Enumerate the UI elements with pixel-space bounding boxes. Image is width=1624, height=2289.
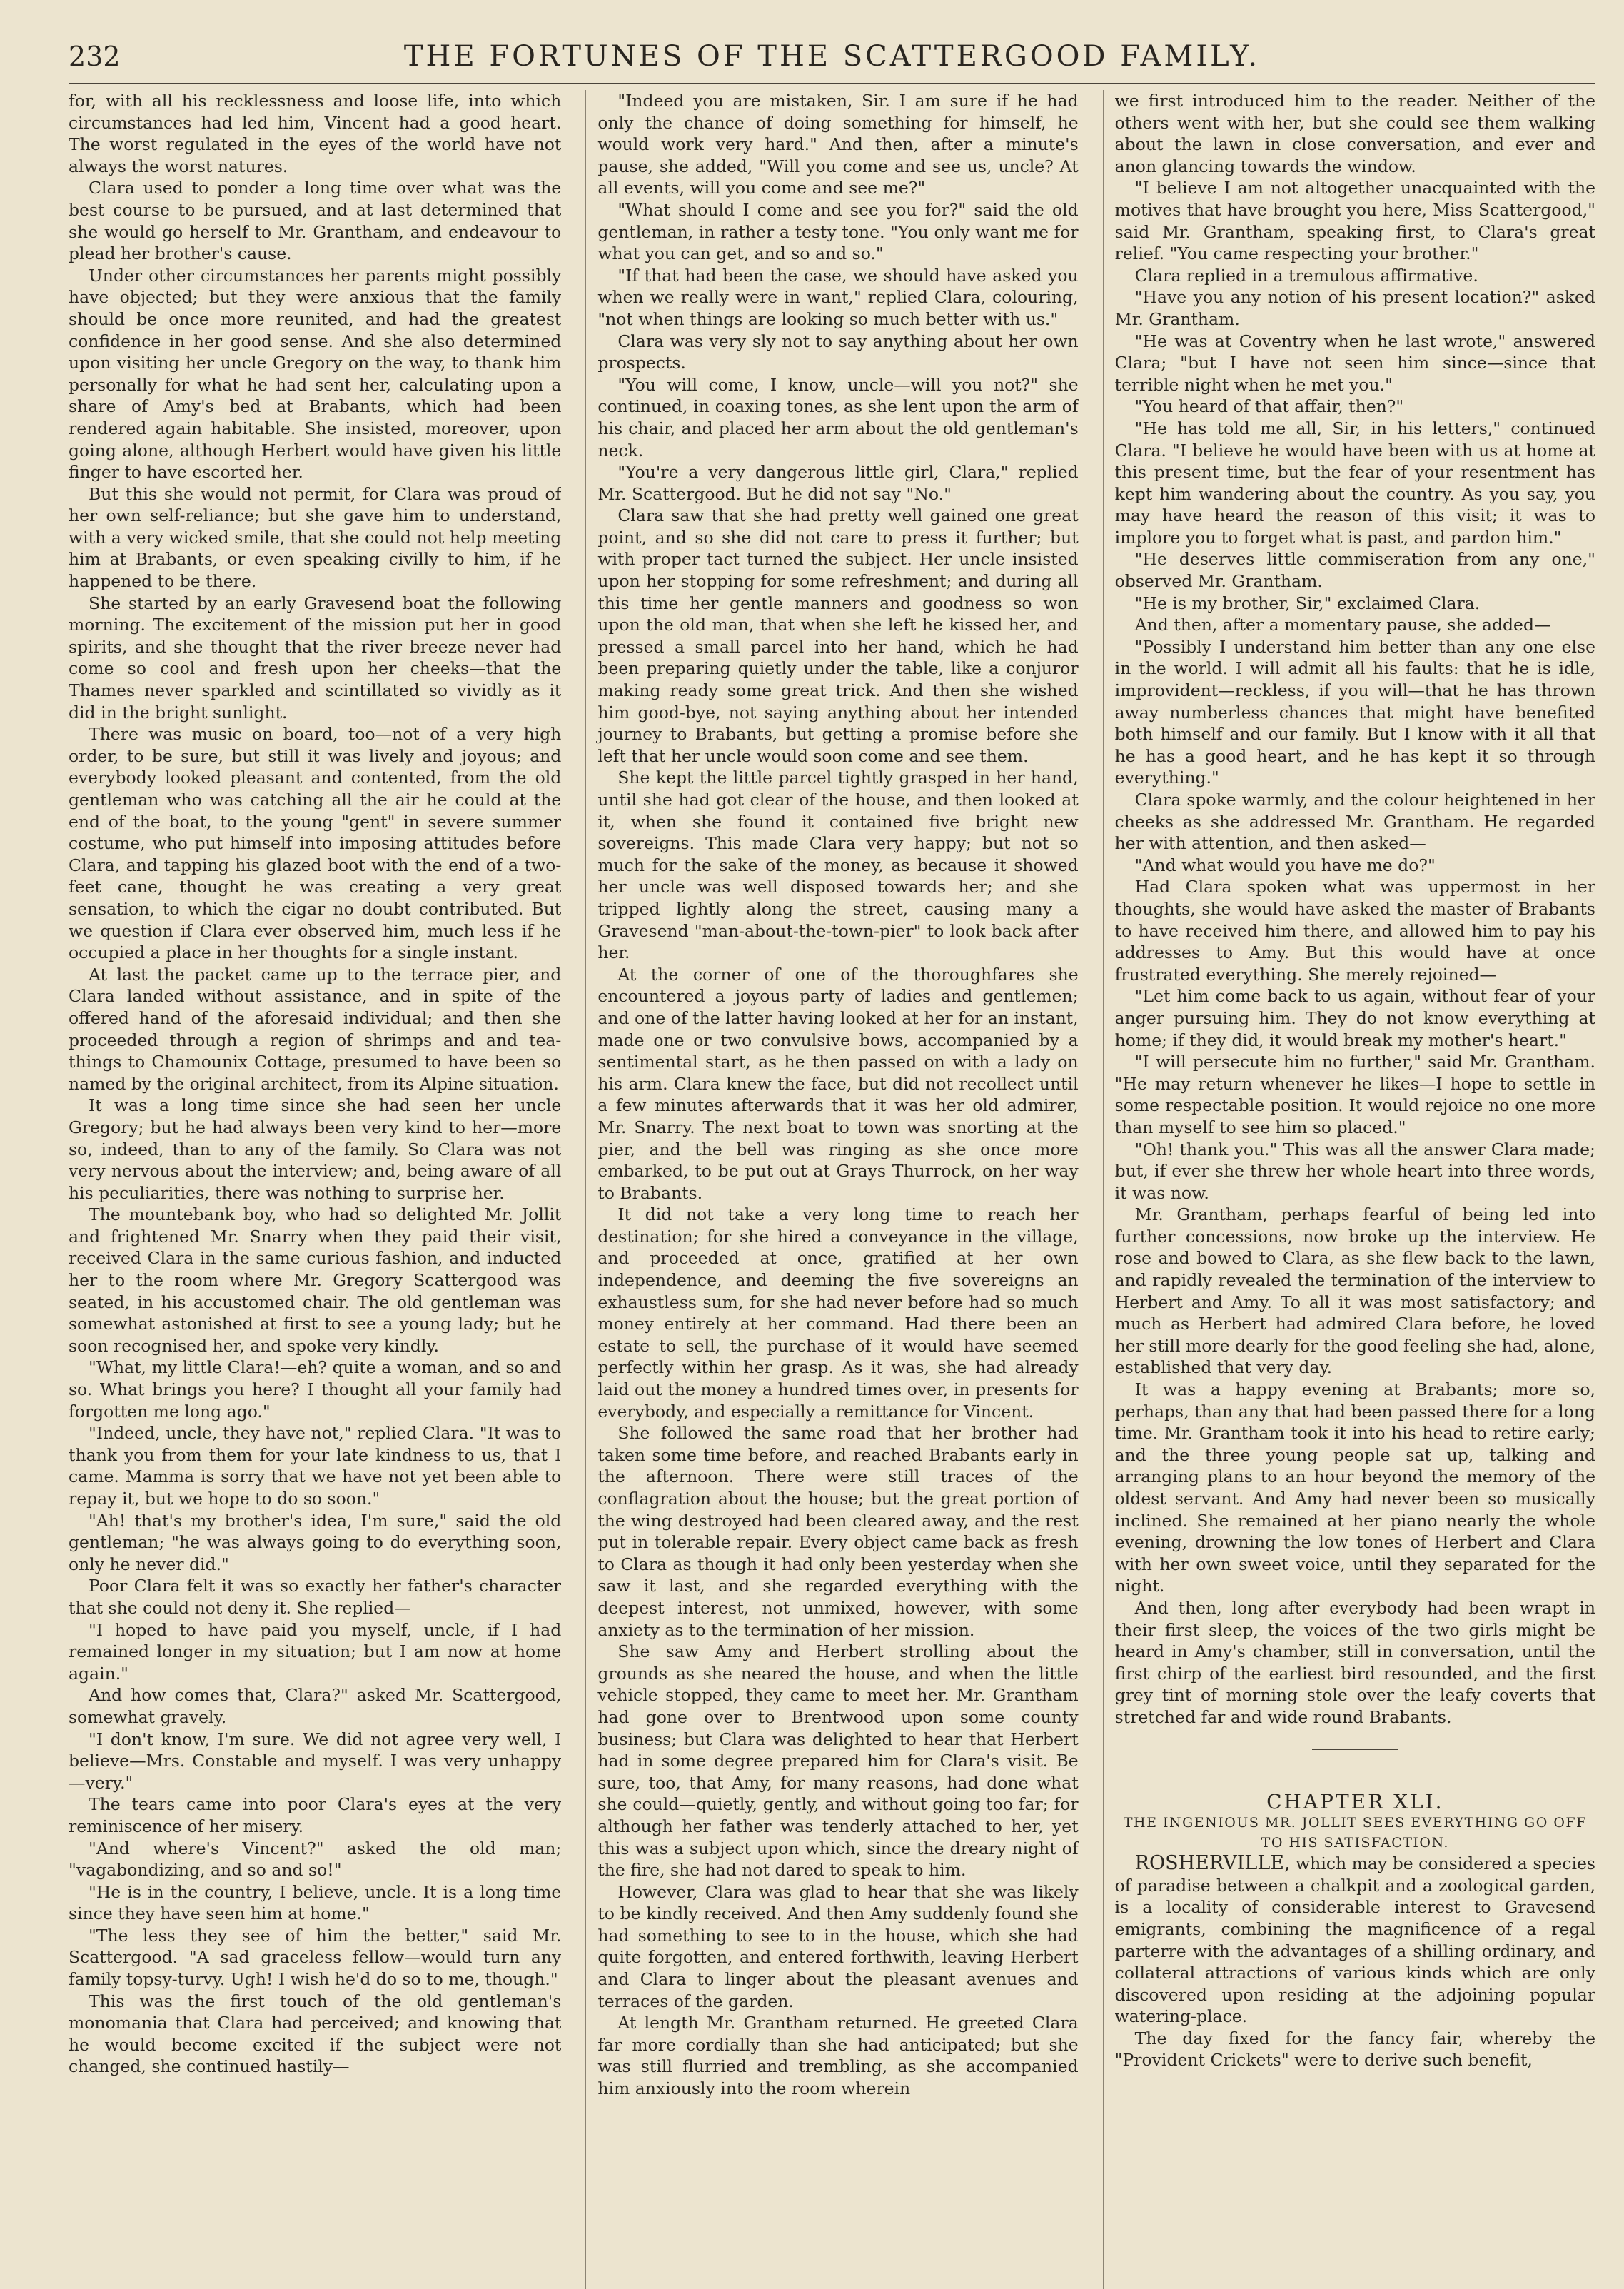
paragraph: we first introduced him to the reader. Neither of the others went with her, but she could see them walking about the lawn in close conversation, and ever and anon glancing towards the window. — [1114, 91, 1595, 176]
paragraph: Clara saw that she had pretty well gained one great point, and so she did not care to press it further; but with proper tact turned the subject. Her uncle insisted upon her stopping for some refreshment; and during all this time her gentle manners and goodness so won upon the old man, that when she left he kissed her, and pressed a small parcel into her hand, which he had been preparing quietly under the table, like a conjuror making ready some great trick. And then she wished him good-bye, not saying anything about her intended journey to Brabants, but getting a promise before she left that her uncle would soon come and see them. — [597, 505, 1079, 766]
paragraph: "And what would you have me do?" — [1134, 855, 1436, 875]
paragraph: "You heard of that affair, then?" — [1134, 396, 1404, 417]
paragraph: "I hoped to have paid you myself, uncle, if I had remained longer in my situation; but I am now at home again." — [69, 1619, 562, 1684]
paragraph: Poor Clara felt it was so exactly her father's character that she could not deny it. She replied— — [69, 1576, 562, 1618]
text-columns — [69, 90, 1595, 2289]
chapter-subtitle: THE INGENIOUS MR. JOLLIT SEES EVERYTHING GO OFF TO HIS SATISFACTION. — [1123, 1815, 1587, 1851]
paragraph: "He is in the country, I believe, uncle. It is a long time since they have seen him at home." — [69, 1881, 562, 1924]
paragraph: "He was at Coventry when he last wrote," answered Clara; "but I have not seen him since—since that terrible night when he met you." — [1114, 331, 1595, 395]
column-3-body — [1115, 90, 1595, 1729]
paragraph: for, with all his recklessness and loose life, into which circumstances had led him, Vincent had a good heart. The worst regulated in the eyes of the world have not always the worst natures. — [69, 91, 562, 176]
paragraph: "Have you any notion of his present location?" asked Mr. Grantham. — [1114, 287, 1595, 329]
paragraph: At length Mr. Grantham returned. He greeted Clara far more cordially than she had anticipated; but she was still flurried and trembling, as she accompanied him anxiously into the room wherein — [597, 2013, 1079, 2099]
paragraph: And how comes that, Clara?" asked Mr. Scattergood, somewhat gravely. — [69, 1685, 562, 1727]
paragraph: "Indeed, uncle, they have not," replied Clara. "It was to thank you from them for your late kindness to us, that I came. Mamma is sorry that we have not yet been able to repay it, but we hope to do so soon." — [69, 1423, 562, 1509]
paragraph: Clara spoke warmly, and the colour heightened in her cheeks as she addressed Mr. Grantham. He regarded her with attention, and then asked— — [1114, 790, 1595, 854]
paragraph: She followed the same road that her brother had taken some time before, and reached Brabants early in the afternoon. There were still traces of the conflagration about the house; but the great portion of the wing destroyed had been cleared away, and the rest put in tolerable repair. Every object came back as fresh to Clara as though it had only been yesterday when she saw it last, and she regarded everything with the deepest interest, not unmixed, however, with some anxiety as to the termination of her mission. — [597, 1423, 1079, 1640]
paragraph: Clara replied in a tremulous affirmative. — [1134, 265, 1478, 286]
paragraph: Clara used to ponder a long time over what was the best course to be pursued, and at last determined that she would go herself to Mr. Grantham, and endeavour to plead her brother's cause. — [69, 178, 562, 264]
paragraph: And then, after a momentary pause, she added— — [1134, 615, 1551, 635]
paragraph: Had Clara spoken what was uppermost in her thoughts, she would have asked the master of Brabants to have received him there, and allowed him to pay his addresses to Amy. But this would have at once frustrated everything. She merely rejoined— — [1114, 877, 1595, 985]
paragraph: Clara was very sly not to say anything about her own prospects. — [597, 331, 1079, 373]
paragraph: At the corner of one of the thoroughfares she encountered a joyous party of ladies and gentlemen; and one of the latter having looked at her for an instant, made one or two convulsive bows, accompanied by a sentimental start, as he then passed on with a lady on his arm. Clara knew the face, but did not recollect until a few minutes afterwards that it was her old admirer, Mr. Snarry. The next boat to town was snorting at the pier, and the bell was ringing as she once more embarked, to be put out at Grays Thurrock, on her way to Brabants. — [597, 964, 1079, 1203]
running-head — [69, 40, 1595, 84]
paragraph: And then, long after everybody had been wrapt in their first sleep, the voices of the two girls might be heard in Amy's chamber, still in conversation, until the first chirp of the earliest bird resounded, and the first grey tint of morning stole over the leafy coverts that stretched far and wide round Brabants. — [1114, 1597, 1595, 1727]
paragraph: She saw Amy and Herbert strolling about the grounds as she neared the house, and when the little vehicle stopped, they came to meet her. Mr. Grantham had gone over to Brentwood upon some county business; but Clara was delighted to hear that Herbert had in some degree prepared him for Clara's visit. Be sure, too, that Amy, for many reasons, had done what she could—quietly, gently, and without going too far; for although her father was tenderly attached to her, yet this was a subject upon which, since the dreary night of the fire, she had not dared to speak to him. — [597, 1641, 1079, 1881]
paragraph: "Ah! that's my brother's idea, I'm sure," said the old gentleman; "he was always going to do everything soon, only he never did." — [69, 1510, 562, 1574]
chapter-first-paragraph-text: which may be considered a species of paradise between a chalkpit and a zoological garden, is a locality of considerable interest to Gravesend emigrants, combining the magnificence of a regal parterre with the advantages of a shilling ordinary, and collateral attractions of various kinds which are only discovered upon residing at the adjoining popular watering-place. — [1114, 1853, 1595, 2027]
paragraph: This was the first touch of the old gentleman's monomania that Clara had perceived; and knowing that he would become excited if the subject were not changed, she continued hastily— — [69, 1991, 562, 2077]
paragraph: "You will come, I know, uncle—will you not?" she continued, in coaxing tones, as she lent upon the arm of his chair, and placed her arm about the old gentleman's neck. — [597, 374, 1079, 461]
paragraph: "He has told me all, Sir, in his letters," continued Clara. "I believe he would have been with us at home at this present time, but the fear of your resentment has kept him wandering about the country. As you say, you may have heard the reason of this visit; it was to implore you to forget what is past, and pardon him." — [1114, 418, 1595, 548]
paragraph: "The less they see of him the better," said Mr. Scattergood. "A sad graceless fellow—would turn any family topsy-turvy. Ugh! I wish he'd do so to me, though." — [69, 1925, 562, 1990]
paragraph: The tears came into poor Clara's eyes at the very reminiscence of her misery. — [69, 1794, 562, 1836]
paragraph: "He is my brother, Sir," exclaimed Clara. — [1134, 593, 1481, 613]
paragraph: "Indeed you are mistaken, Sir. I am sure if he had only the chance of doing something for himself, he would work very hard." And then, after a minute's pause, she added, "Will you come and see us, uncle? At all events, will you come and see me?" — [597, 91, 1079, 198]
paragraph: It was a happy evening at Brabants; more so, perhaps, than any that had been passed there for a long time. Mr. Grantham took it into his head to retire early; and the three young people sat up, talking and arranging plans to an hour beyond the memory of the oldest servant. And Amy had never been so musically inclined. She remained at her piano nearly the whole evening, drowning the low tones of Herbert and Clara with her own sweet voice, until they separated for the night. — [1114, 1379, 1595, 1596]
paragraph: The mountebank boy, who had so delighted Mr. Jollit and frightened Mr. Snarry when they paid their visit, received Clara in the same curious fashion, and inducted her to the room where Mr. Gregory Scattergood was seated, in his accustomed chair. The old gentleman was somewhat astonished at first to see a young lady; but he soon recognised her, and spoke very kindly. — [69, 1204, 562, 1356]
paragraph: "And where's Vincent?" asked the old man; "vagabondizing, and so and so!" — [69, 1838, 562, 1881]
paragraph: It was a long time since she had seen her uncle Gregory; but he had always been very kind to her—more so, indeed, than to any of the family. So Clara was not very nervous about the interview; and, being aware of all his peculiarities, there was nothing to surprise her. — [69, 1095, 562, 1203]
chapter-divider-rule — [1312, 1749, 1398, 1750]
paragraph: She started by an early Gravesend boat the following morning. The excitement of the mission put her in good spirits, and she thought that the river breeze never had come so cool and fresh upon her cheeks—that the Thames never sparkled and scintillated so vividly as it did in the bright sunlight. — [69, 593, 562, 723]
chapter-first-paragraph — [1115, 1853, 1595, 2028]
paragraph: At last the packet came up to the terrace pier, and Clara landed without assistance, and in spite of the offered hand of the aforesaid individual; and then she proceeded through a region of shrimps and and tea-things to Chamounix Cottage, presumed to have been so named by the original architect, from its Alpine situation. — [69, 964, 562, 1094]
paragraph: "He deserves little commiseration from any one," observed Mr. Grantham. — [1114, 549, 1595, 592]
paragraph: There was music on board, too—not of a very high order, to be sure, but still it was lively and joyous; and everybody looked pleasant and contented, from the old gentleman who was catching all the air he could at the end of the boat, to the young "gent" in severe summer costume, who put himself into imposing attitudes before Clara, and tapping his glazed boot with the end of a two-feet cane, thought he was creating a very great sensation, to which the cigar no doubt contributed. But we question if Clara ever observed him, much less if he occupied a place in her thoughts for a single instant. — [69, 724, 562, 963]
paragraph: However, Clara was glad to hear that she was likely to be kindly received. And then Amy suddenly found she had something to see to in the house, which she had quite forgotten, and entered forthwith, leaving Herbert and Clara to linger about the pleasant avenues and terraces of the garden. — [597, 1881, 1079, 2011]
paragraph: "I will persecute him no further," said Mr. Grantham. "He may return whenever he likes—I hope to settle in some respectable position. It would rejoice no one more than myself to see him so placed." — [1114, 1052, 1595, 1137]
paragraph: "You're a very dangerous little girl, Clara," replied Mr. Scattergood. But he did not say "No." — [597, 462, 1079, 504]
paragraph: "Oh! thank you." This was all the answer Clara made; but, if ever she threw her whole heart into three words, it was now. — [1114, 1139, 1595, 1203]
paragraph: "I don't know, I'm sure. We did not agree very well, I believe—Mrs. Constable and myself. I was very unhappy—very." — [69, 1729, 562, 1793]
paragraph: "What should I come and see you for?" said the old gentleman, in rather a testy tone. "You only want me for what you can get, and so and so." — [597, 199, 1079, 264]
paragraph: Mr. Grantham, perhaps fearful of being led into further concessions, now broke up the interview. He rose and bowed to Clara, as she flew back to the lawn, and rapidly revealed the termination of the interview to Herbert and Amy. To all it was most satisfactory; and much as Herbert had admired Clara before, he loved her still more dearly for the good feeling she had, alone, established that very day. — [1114, 1204, 1595, 1378]
chapter-heading: CHAPTER XLI. — [1266, 1789, 1444, 1813]
paragraph: Under other circumstances her parents might possibly have objected; but they were anxious that the family should be once more reunited, and had the greatest confidence in her good sense. And she also determined upon visiting her uncle Gregory on the way, to thank him personally for what he had sent her, calculating upon a share of Amy's bed at Brabants, which had been rendered again habitable. She insisted, moreover, upon going alone, although Herbert would have given his little finger to have escorted her. — [69, 265, 562, 483]
column-3 — [1103, 90, 1595, 2289]
paragraph: "I believe I am not altogether unacquainted with the motives that have brought you here, Miss Scattergood," said Mr. Grantham, speaking first, to Clara's great relief. "You came respecting your brother." — [1114, 178, 1595, 264]
paragraph: But this she would not permit, for Clara was proud of her own self-reliance; but she gave him to understand, with a very wicked smile, that she could not help meeting him at Brabants, or even speaking civilly to him, if he happened to be there. — [69, 483, 562, 592]
column-2 — [585, 90, 1078, 2289]
paragraph: She kept the little parcel tightly grasped in her hand, until she had got clear of the house, and then looked at it, when she found it contained five bright new sovereigns. This made Clara very happy; but not so much for the sake of the money, as because it showed her uncle was well disposed towards her; and she tripped lightly along the street, causing many a Gravesend "man-about-the-town-pier" to look back after her. — [597, 768, 1079, 963]
paragraph: "What, my little Clara!—eh? quite a woman, and so and so. What brings you here? I thought all your family had forgotten me long ago." — [69, 1357, 562, 1422]
column-1 — [69, 90, 561, 2289]
paragraph: "If that had been the case, we should have asked you when we really were in want," replied Clara, colouring, "not when things are looking so much better with us." — [597, 265, 1079, 329]
paragraph: "Let him come back to us again, without fear of your anger pursuing him. They do not know everything at home; if they did, it would break my mother's heart." — [1114, 986, 1595, 1050]
page-number: 232 — [69, 41, 121, 72]
running-title: THE FORTUNES OF THE SCATTERGOOD FAMILY. — [403, 40, 1261, 73]
chapter-second-paragraph: The day fixed for the fancy fair, whereby the "Provident Crickets" were to derive such benefit, — [1114, 2028, 1595, 2071]
paragraph: It did not take a very long time to reach her destination; for she hired a conveyance in the village, and proceeded at once, gratified at her own independence, and deeming the five sovereigns an exhaustless sum, for she had never before had so much money entirely at her command. Had there been an estate to sell, the purchase of it would have seemed perfectly within her grasp. As it was, she had already laid out the money a hundred times over, in presents for everybody, and especially a remittance for Vincent. — [597, 1204, 1079, 1422]
paragraph: "Possibly I understand him better than any one else in the world. I will admit all his faults: that he is idle, improvident—reckless, if you will—that he has thrown away numberless chances that might have benefited both himself and our family. But I know with it all that he has a good heart, and he has kept it so through everything." — [1114, 636, 1595, 788]
chapter-first-word: ROSHERVILLE, — [1134, 1852, 1291, 1875]
